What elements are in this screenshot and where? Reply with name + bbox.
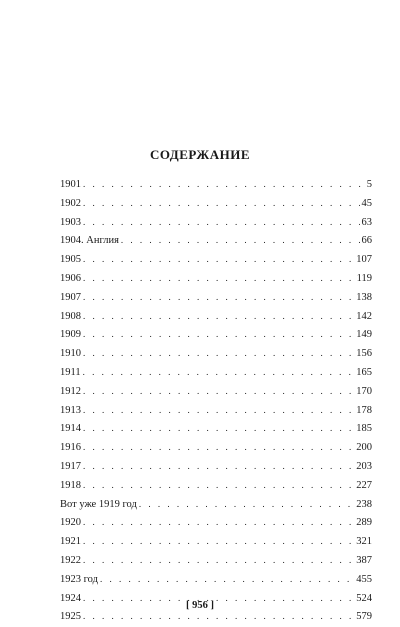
dot-leader (83, 250, 354, 269)
toc-entry-label: 1902 (60, 197, 81, 209)
toc-entry-label: 1921 (60, 536, 81, 548)
toc-entry-page: 524 (356, 592, 372, 604)
dot-leader (83, 551, 354, 570)
dot-leader (121, 231, 360, 250)
page-number: [ 956 ] (186, 600, 214, 611)
toc-entry (60, 382, 372, 401)
dot-leader (139, 495, 354, 514)
toc-entry-page: 119 (356, 272, 372, 284)
dot-leader (83, 476, 354, 495)
toc-entry (60, 532, 372, 551)
toc-entry-page: 321 (356, 536, 372, 548)
dot-leader (83, 213, 360, 232)
toc-entry-page: 455 (356, 573, 372, 585)
toc-entry (60, 250, 372, 269)
toc-entry (60, 551, 372, 570)
toc-entry (60, 344, 372, 363)
dot-leader (83, 307, 354, 326)
toc-entry-label: 1914 (60, 423, 81, 435)
toc-entry-page: 203 (356, 460, 372, 472)
toc-list (60, 175, 372, 626)
dot-leader (83, 288, 354, 307)
toc-entry-label: 1903 (60, 216, 81, 228)
toc-entry (60, 363, 372, 382)
toc-entry-label: 1923 год (60, 573, 98, 585)
dot-leader (83, 532, 354, 551)
toc-entry (60, 175, 372, 194)
dot-leader (83, 194, 360, 213)
toc-entry-label: 1917 (60, 460, 81, 472)
toc-entry-page: 178 (356, 404, 372, 416)
dot-leader (83, 325, 354, 344)
toc-entry-page: 200 (356, 442, 372, 454)
toc-entry-label: 1912 (60, 385, 81, 397)
toc-entry (60, 513, 372, 532)
dot-leader (83, 344, 354, 363)
toc-entry-label: 1920 (60, 517, 81, 529)
toc-entry-page: 63 (361, 216, 372, 228)
toc-entry-page: 138 (356, 291, 372, 303)
toc-entry (60, 419, 372, 438)
toc-entry-page: 170 (356, 385, 372, 397)
toc-entry-label: Вот уже 1919 год (60, 498, 137, 510)
toc-entry (60, 231, 372, 250)
toc-entry-label: 1904. Англия (60, 235, 119, 247)
toc-entry (60, 288, 372, 307)
toc-entry-page: 165 (356, 366, 372, 378)
toc-entry-label: 1918 (60, 479, 81, 491)
toc-entry-page: 289 (356, 517, 372, 529)
toc-entry-label: 1909 (60, 329, 81, 341)
toc-entry-label: 1907 (60, 291, 81, 303)
toc-entry-page: 149 (356, 329, 372, 341)
toc-title: СОДЕРЖАНИЕ (149, 147, 251, 162)
toc-entry-page: 387 (356, 554, 372, 566)
dot-leader (83, 419, 354, 438)
toc-entry-label: 1910 (60, 348, 81, 360)
toc-entry-label: 1908 (60, 310, 81, 322)
toc-entry-label: 1911 (60, 366, 81, 378)
toc-entry-label: 1905 (60, 254, 81, 266)
toc-entry (60, 495, 372, 514)
toc-entry-page: 107 (356, 254, 372, 266)
toc-entry-page: 156 (356, 348, 372, 360)
dot-leader (83, 457, 354, 476)
toc-entry-label: 1916 (60, 442, 81, 454)
toc-entry (60, 269, 372, 288)
dot-leader (83, 382, 354, 401)
dot-leader (83, 269, 355, 288)
dot-leader (83, 175, 365, 194)
toc-entry (60, 194, 372, 213)
toc-entry-label: 1901 (60, 179, 81, 190)
toc-entry (60, 457, 372, 476)
toc-entry-page: 579 (356, 611, 372, 623)
dot-leader (83, 363, 355, 382)
toc-entry-page: 238 (356, 498, 372, 510)
toc-entry (60, 401, 372, 420)
toc-entry-page: 185 (356, 423, 372, 435)
toc-entry-label: 1906 (60, 272, 81, 284)
toc-entry (60, 570, 372, 589)
toc-entry-label: 1913 (60, 404, 81, 416)
dot-leader (83, 401, 354, 420)
toc-entry-page: 45 (361, 197, 372, 209)
dot-leader (83, 438, 354, 457)
toc-entry-page: 66 (361, 235, 372, 247)
toc-entry (60, 307, 372, 326)
dot-leader (83, 513, 354, 532)
toc-entry-page: 227 (356, 479, 372, 491)
toc-entry-page: 142 (356, 310, 372, 322)
toc-entry (60, 325, 372, 344)
toc-entry-label: 1925 (60, 611, 81, 623)
toc-entry-label: 1922 (60, 554, 81, 566)
toc-entry (60, 213, 372, 232)
dot-leader (100, 570, 354, 589)
toc-entry (60, 476, 372, 495)
toc-entry (60, 438, 372, 457)
toc-entry-label: 1924 (60, 592, 81, 604)
toc-entry-page: 5 (366, 179, 372, 190)
